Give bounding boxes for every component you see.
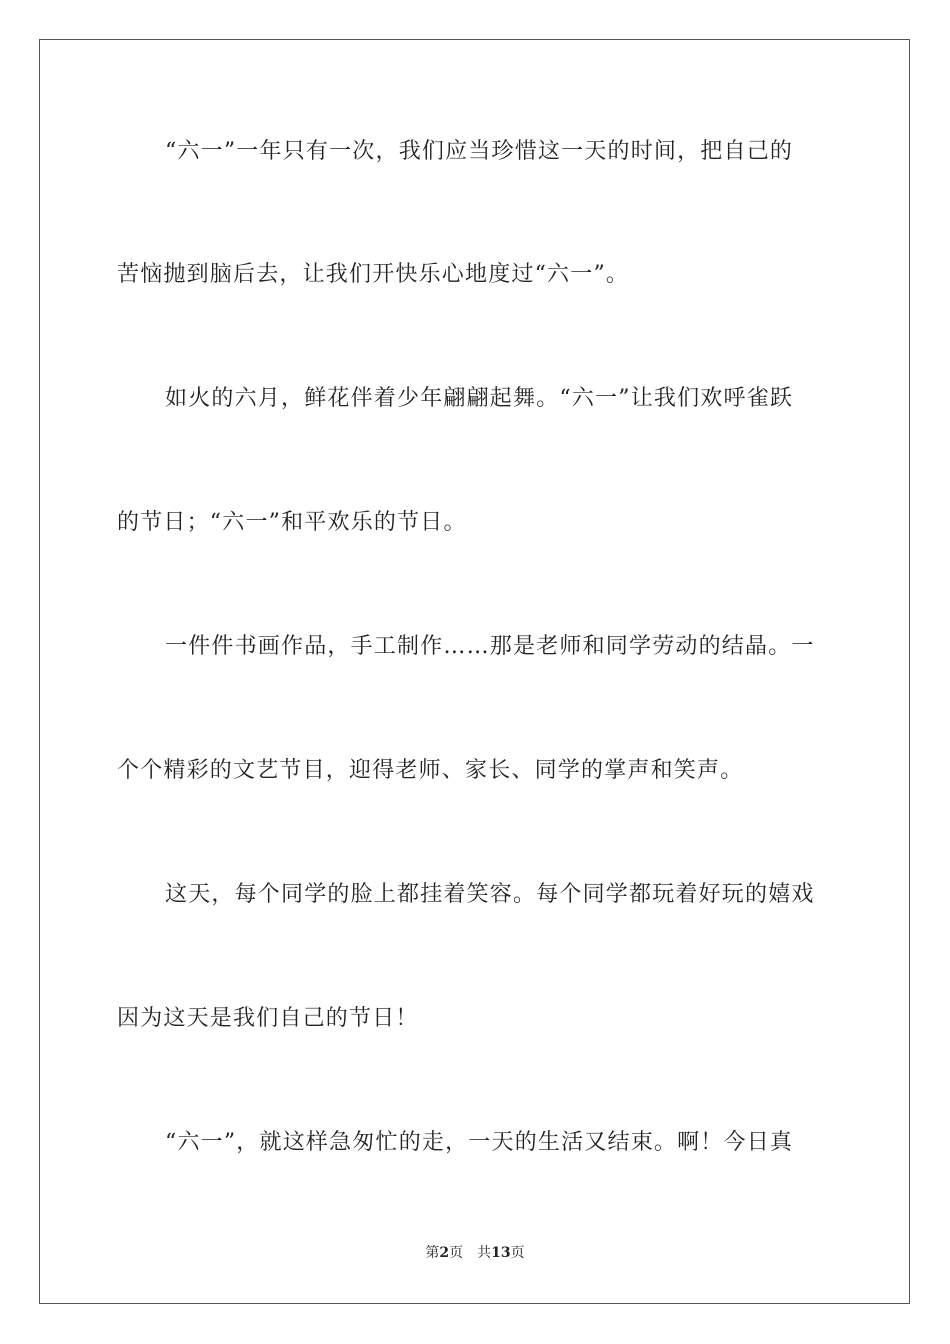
total-prefix: 共: [477, 1245, 492, 1261]
page-current: 2: [439, 1245, 450, 1261]
paragraph-5-line-1: “六一”，就这样急匆忙的走，一天的生活又结束。啊！今日真: [165, 1130, 794, 1155]
page-total: 13: [491, 1245, 511, 1261]
total-suffix: 页: [510, 1245, 525, 1261]
page-frame: [39, 39, 910, 1304]
page-footer: [0, 1244, 950, 1262]
paragraph-4-line-1: 这天，每个同学的脸上都挂着笑容。每个同学都玩着好玩的嬉戏: [165, 882, 815, 907]
paragraph-3-line-2: 个个精彩的文艺节目，迎得老师、家长、同学的掌声和笑声。: [117, 758, 744, 783]
paragraph-2-line-2: 的节日；“六一”和平欢乐的节日。: [117, 510, 467, 535]
paragraph-1-line-1: “六一”一年只有一次，我们应当珍惜这一天的时间，把自己的: [165, 139, 794, 164]
page-suffix: 页: [449, 1245, 464, 1261]
paragraph-3-line-1: 一件件书画作品，手工制作……那是老师和同学劳动的结晶。一: [165, 634, 815, 659]
page-prefix: 第: [425, 1245, 440, 1261]
paragraph-2-line-1: 如火的六月，鲜花伴着少年翩翩起舞。“六一”让我们欢呼雀跃: [165, 386, 794, 411]
paragraph-4-line-2: 因为这天是我们自己的节日！: [117, 1006, 419, 1031]
paragraph-1-line-2: 苦恼抛到脑后去，让我们开快乐心地度过“六一”。: [117, 262, 630, 287]
